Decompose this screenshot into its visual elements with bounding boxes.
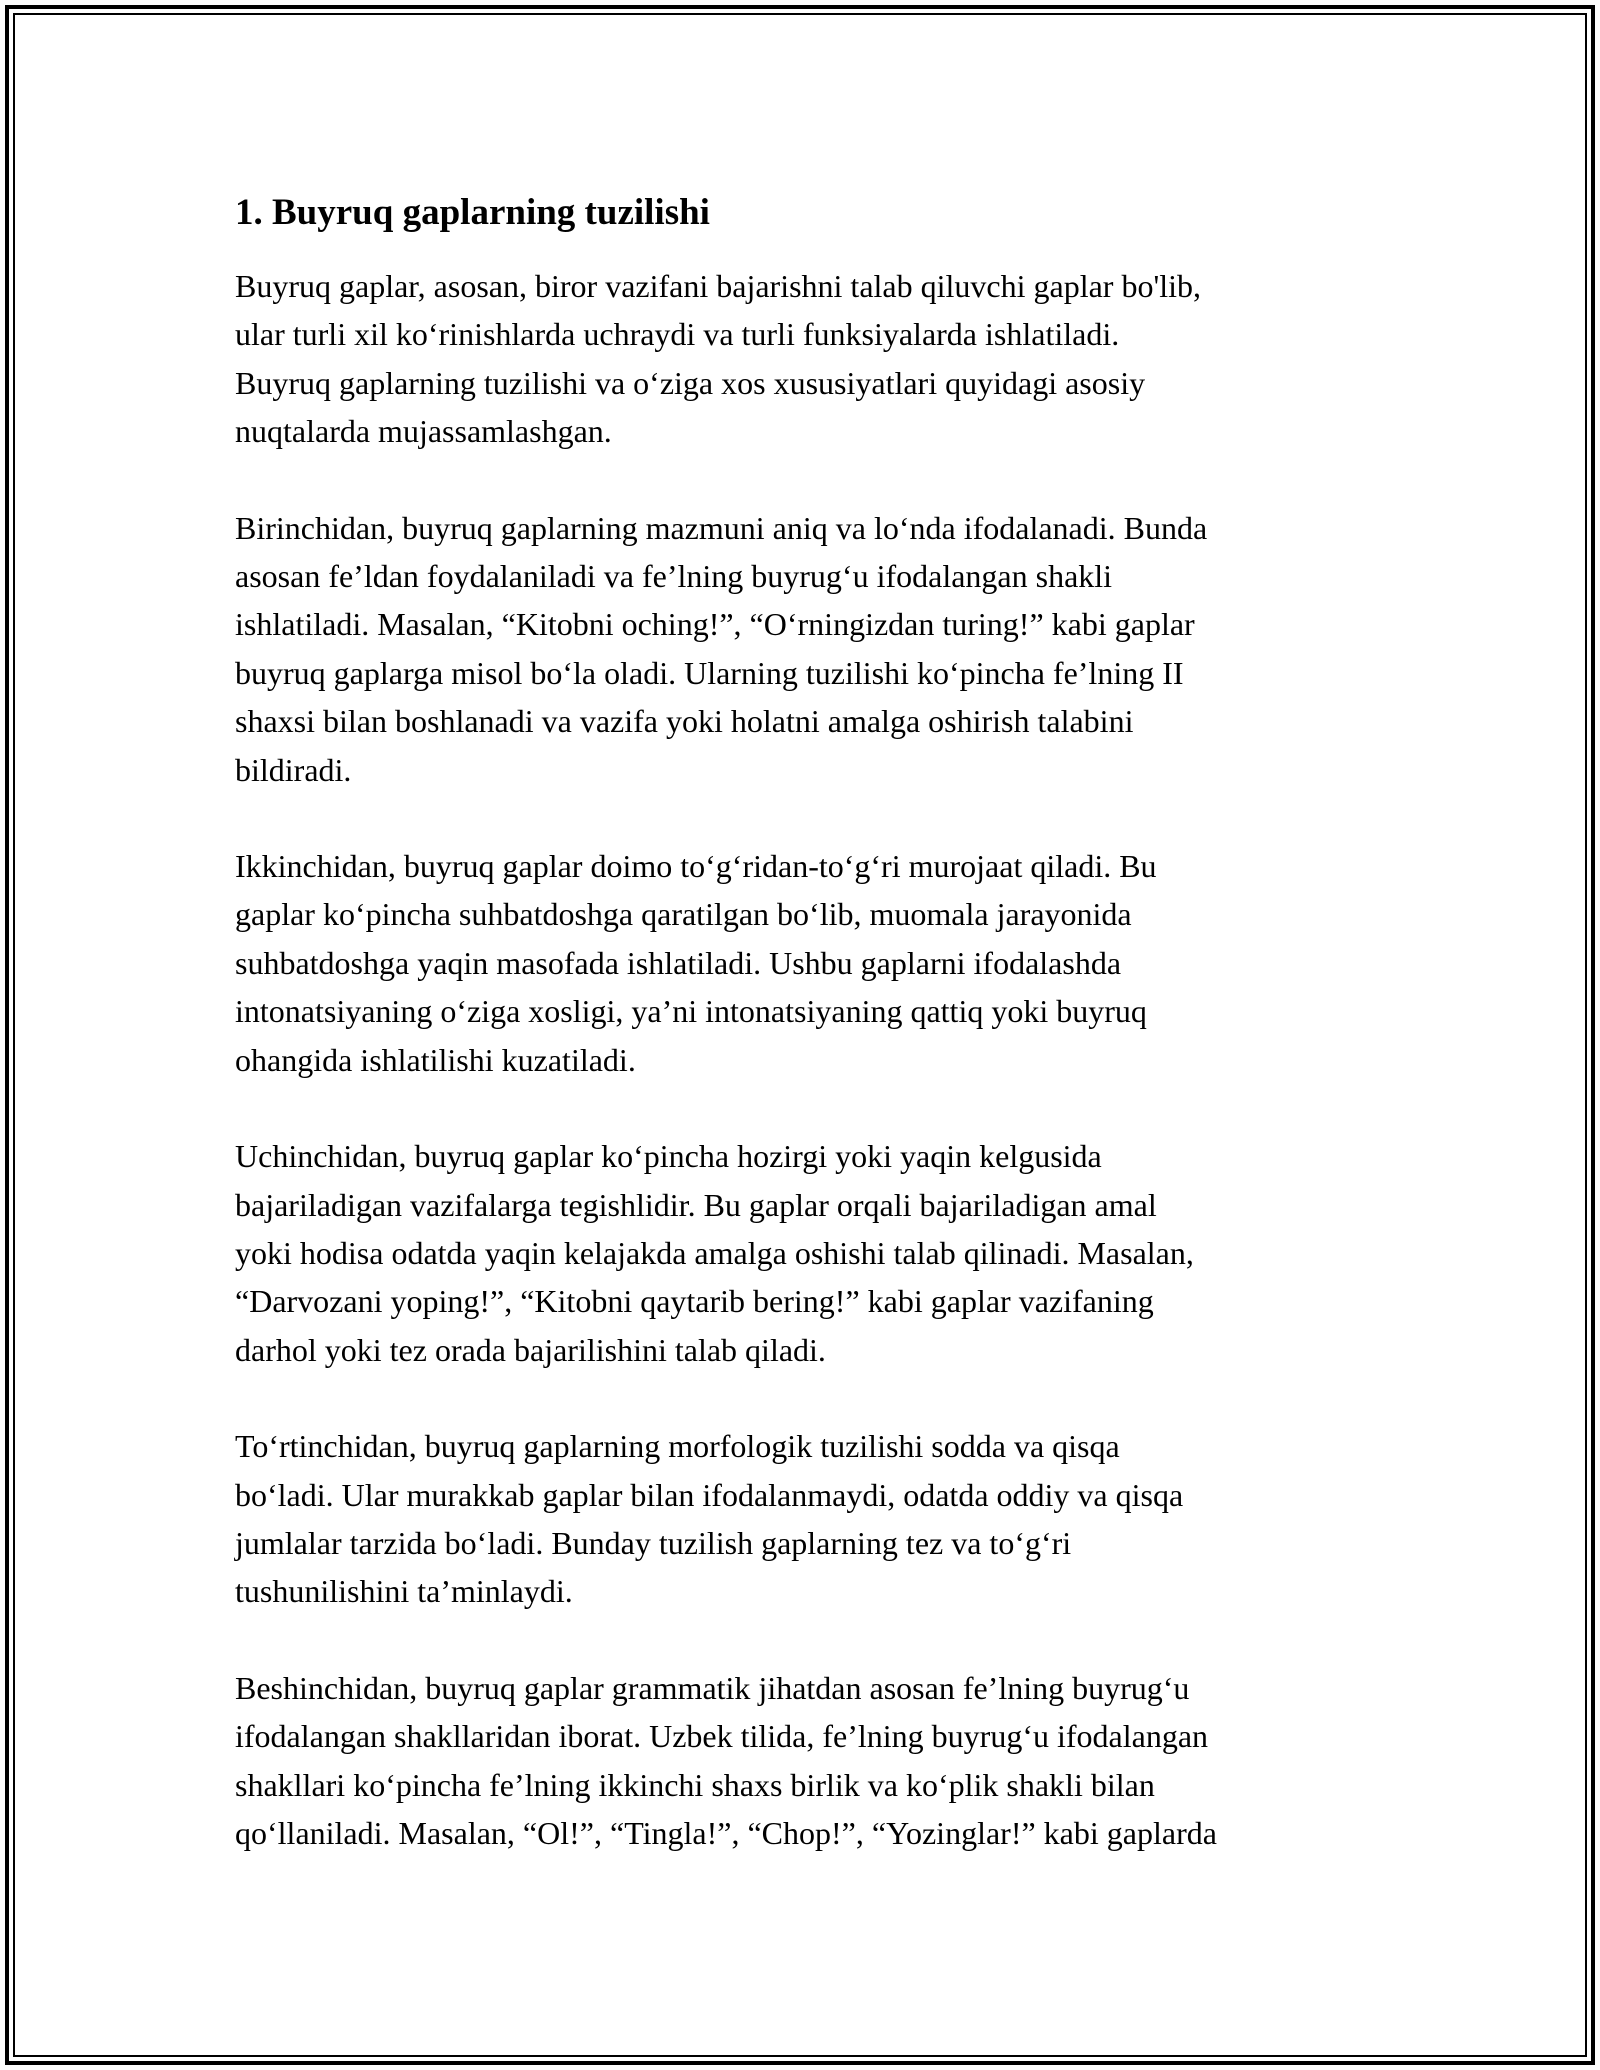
section-heading: 1. Buyruq gaplarning tuzilishi — [235, 192, 710, 233]
paragraph-second-point: Ikkinchidan, buyruq gaplar doimo to‘g‘ridan-to‘g‘ri murojaat qiladi. Bu gaplar ko‘pincha suhbatdoshga qaratilgan bo‘lib, muomala jarayonida suhbatdoshga yaqin masofada ishlatiladi. Ushbu gaplarni ifodalashda intonatsiyaning o‘ziga xosligi, ya’ni intonatsiyaning qattiq yoki buyruq ohangida ishlatilishi kuzatiladi. — [235, 848, 1157, 1078]
paragraph-intro: Buyruq gaplar, asosan, biror vazifani bajarishni talab qiluvchi gaplar bo'lib, ular turli xil ko‘rinishlarda uchraydi va turli funksiyalarda ishlatiladi. Buyruq gaplarning tuzilishi va o‘ziga xos xususiyatlari quyidagi asosiy nuqtalarda mujassamlashgan. — [235, 268, 1201, 450]
paragraph-first-point: Birinchidan, buyruq gaplarning mazmuni aniq va lo‘nda ifodalanadi. Bunda asosan fe’ldan foydalaniladi va fe’lning buyrug‘u ifodalangan shakli ishlatiladi. Masalan, “Kitobni oching!”, “O‘rningizdan turing!” kabi gaplar buyruq gaplarga misol bo‘la oladi. Ularning tuzilishi ko‘pincha fe’lning II shaxsi bilan boshlanadi va vazifa yoki holatni amalga oshirish talabini bildiradi. — [235, 509, 1208, 788]
paragraph-fifth-point: Beshinchidan, buyruq gaplar grammatik jihatdan asosan fe’lning buyrug‘u ifodalangan shakllaridan iborat. Uzbek tilida, fe’lning buyrug‘u ifodalangan shakllari ko‘pincha fe’lning ikkinchi shaxs birlik va ko‘plik shakli bilan qo‘llaniladi. Masalan, “Ol!”, “Tingla!”, “Chop!”, “Yozinglar!” kabi gaplarda — [235, 1669, 1217, 1851]
paragraph-third-point: Uchinchidan, buyruq gaplar ko‘pincha hozirgi yoki yaqin kelgusida bajariladigan vazifalarga tegishlidir. Bu gaplar orqali bajariladigan amal yoki hodisa odatda yaqin kelajakda amalga oshishi talab qilinadi. Masalan, “Darvozani yoping!”, “Kitobni qaytarib bering!” kabi gaplar vazifaning darhol yoki tez orada bajarilishini talab qiladi. — [235, 1138, 1194, 1368]
paragraph-fourth-point: To‘rtinchidan, buyruq gaplarning morfologik tuzilishi sodda va qisqa bo‘ladi. Ular murakkab gaplar bilan ifodalanmaydi, odatda oddiy va qisqa jumlalar tarzida bo‘ladi. Bunday tuzilish gaplarning tez va to‘g‘ri tushunilishini ta’minlaydi. — [235, 1428, 1184, 1610]
document-body — [235, 186, 1395, 1905]
